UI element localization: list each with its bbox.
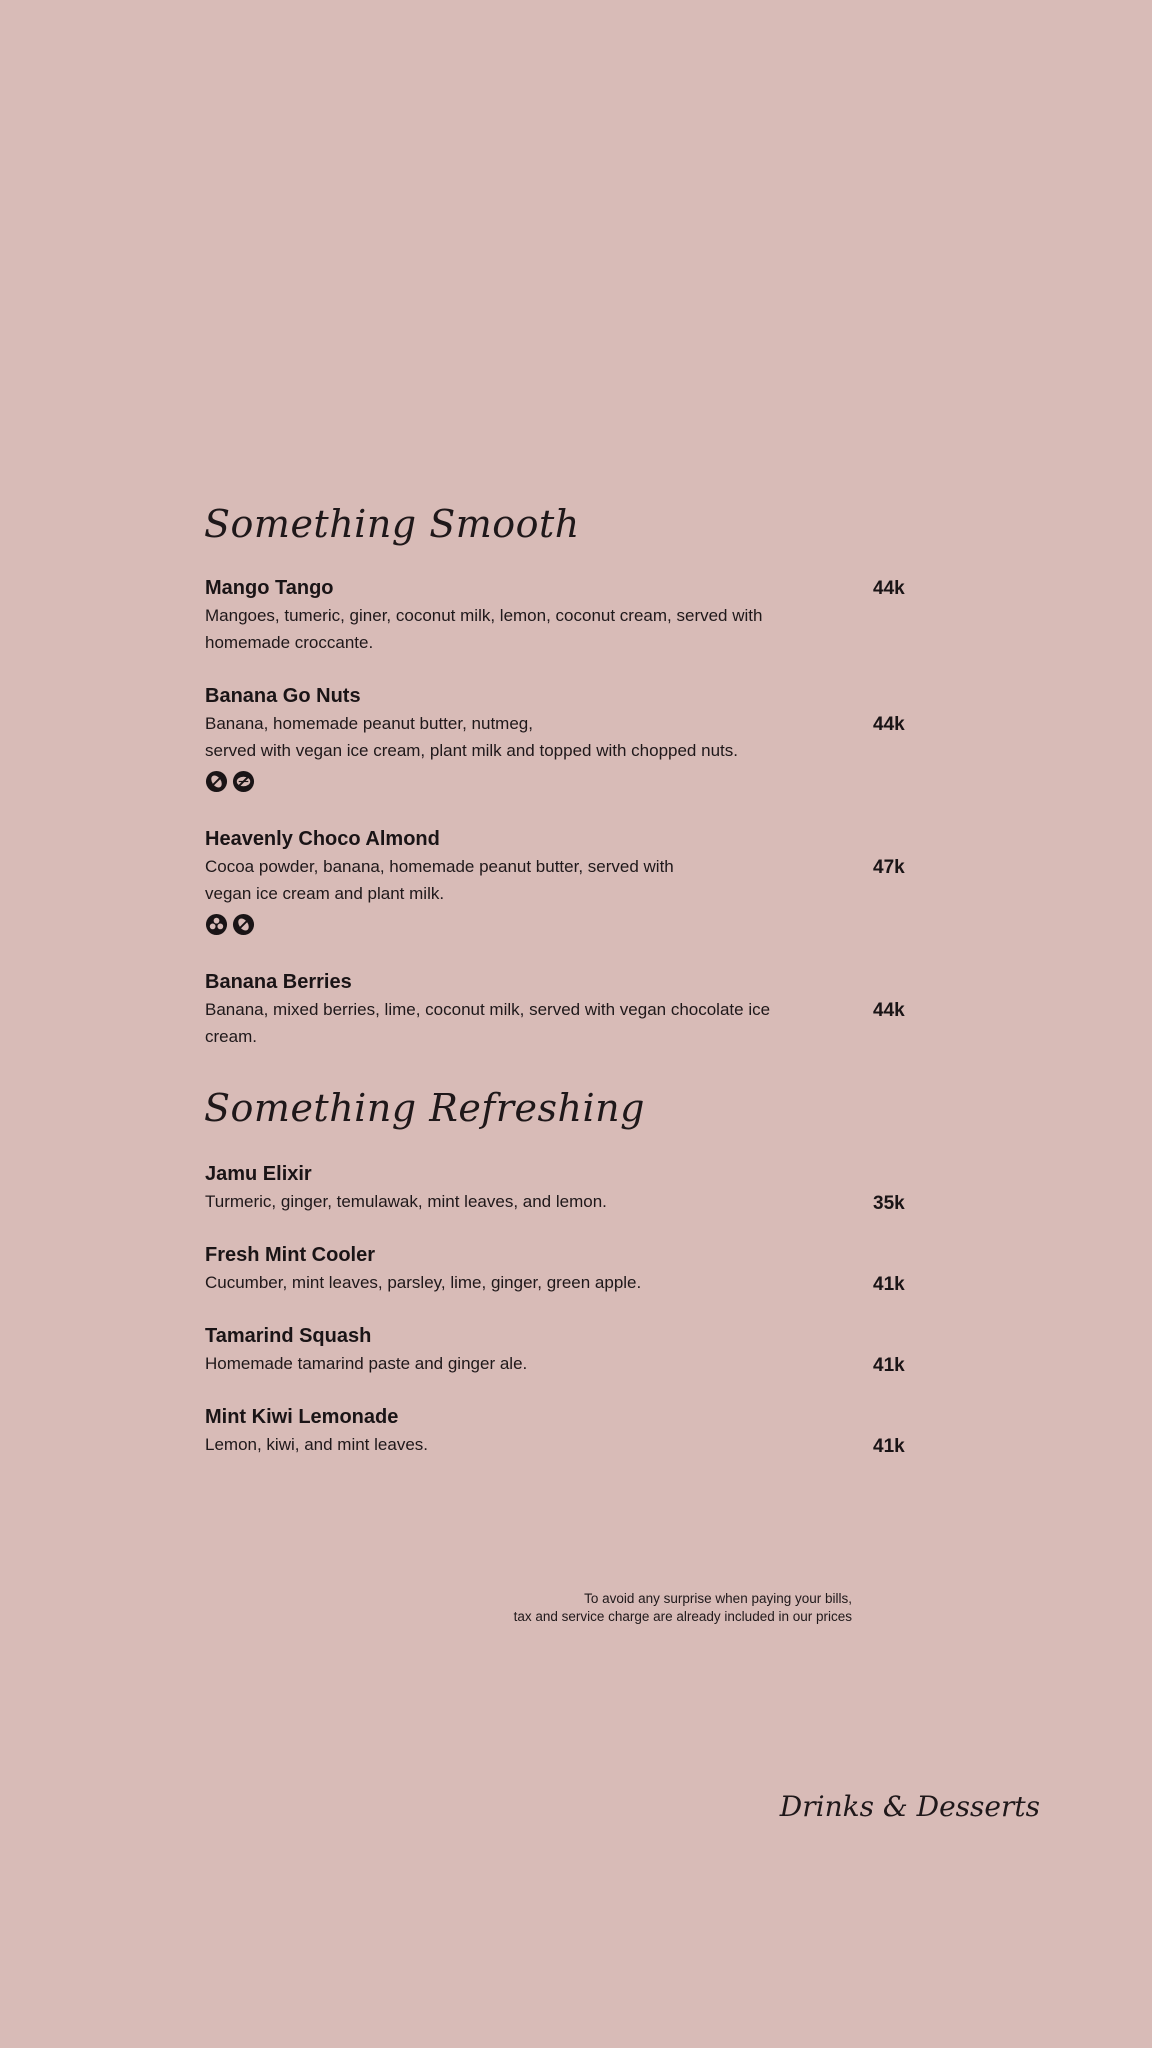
section-title-smooth: Something Smooth xyxy=(204,502,580,546)
item-description: Mangoes, tumeric, giner, coconut milk, lemon, coconut cream, served with homemade croccante. xyxy=(205,606,763,652)
item-price: 47k xyxy=(873,857,905,878)
menu-item-fresh-mint-cooler xyxy=(205,1241,925,1296)
menu-item-mint-kiwi-lemonade xyxy=(205,1403,925,1458)
menu-item-banana-go-nuts xyxy=(205,682,925,793)
item-name: Mango Tango xyxy=(205,577,334,599)
vegan-icon xyxy=(205,913,228,936)
menu-item-mango-tango xyxy=(205,574,925,656)
item-name: Heavenly Choco Almond xyxy=(205,828,440,850)
item-description: Banana, mixed berries, lime, coconut milk, served with vegan chocolate ice cream. xyxy=(205,1000,771,1046)
menu-item-jamu-elixir xyxy=(205,1160,925,1215)
nut-free-icon xyxy=(205,770,228,793)
menu-item-tamarind-squash xyxy=(205,1322,925,1377)
footnote-line-2: tax and service charge are already included in our prices xyxy=(513,1609,852,1624)
item-name: Jamu Elixir xyxy=(205,1163,312,1185)
section-title-refreshing: Something Refreshing xyxy=(204,1086,645,1130)
item-price: 44k xyxy=(873,578,905,599)
nut-free-icon xyxy=(232,913,255,936)
dietary-icons xyxy=(205,770,925,793)
item-price: 44k xyxy=(873,714,905,735)
item-price: 41k xyxy=(873,1436,905,1457)
item-price: 41k xyxy=(873,1355,905,1376)
item-price: 41k xyxy=(873,1274,905,1295)
menu-item-banana-berries xyxy=(205,968,925,1050)
menu-item-heavenly-choco-almond xyxy=(205,825,925,936)
dietary-icons xyxy=(205,913,925,936)
item-price: 44k xyxy=(873,1000,905,1021)
item-description: Homemade tamarind paste and ginger ale. xyxy=(205,1354,528,1373)
item-name: Banana Go Nuts xyxy=(205,685,361,707)
tax-footnote xyxy=(514,1590,852,1626)
footnote-line-1: To avoid any surprise when paying your bills, xyxy=(584,1591,852,1606)
gluten-free-icon xyxy=(232,770,255,793)
item-description: Cucumber, mint leaves, parsley, lime, ginger, green apple. xyxy=(205,1273,642,1292)
item-price: 35k xyxy=(873,1193,905,1214)
item-name: Fresh Mint Cooler xyxy=(205,1244,376,1266)
item-description: Lemon, kiwi, and mint leaves. xyxy=(205,1435,428,1454)
item-description: Turmeric, ginger, temulawak, mint leaves, and lemon. xyxy=(205,1192,607,1211)
item-description: Banana, homemade peanut butter, nutmeg, served with vegan ice cream, plant milk and topped with chopped nuts. xyxy=(205,714,738,760)
item-name: Banana Berries xyxy=(205,971,352,993)
menu-category-title: Drinks & Desserts xyxy=(779,1790,1040,1823)
item-description: Cocoa powder, banana, homemade peanut butter, served with vegan ice cream and plant milk. xyxy=(205,857,674,903)
item-name: Tamarind Squash xyxy=(205,1325,372,1347)
item-name: Mint Kiwi Lemonade xyxy=(205,1406,399,1428)
